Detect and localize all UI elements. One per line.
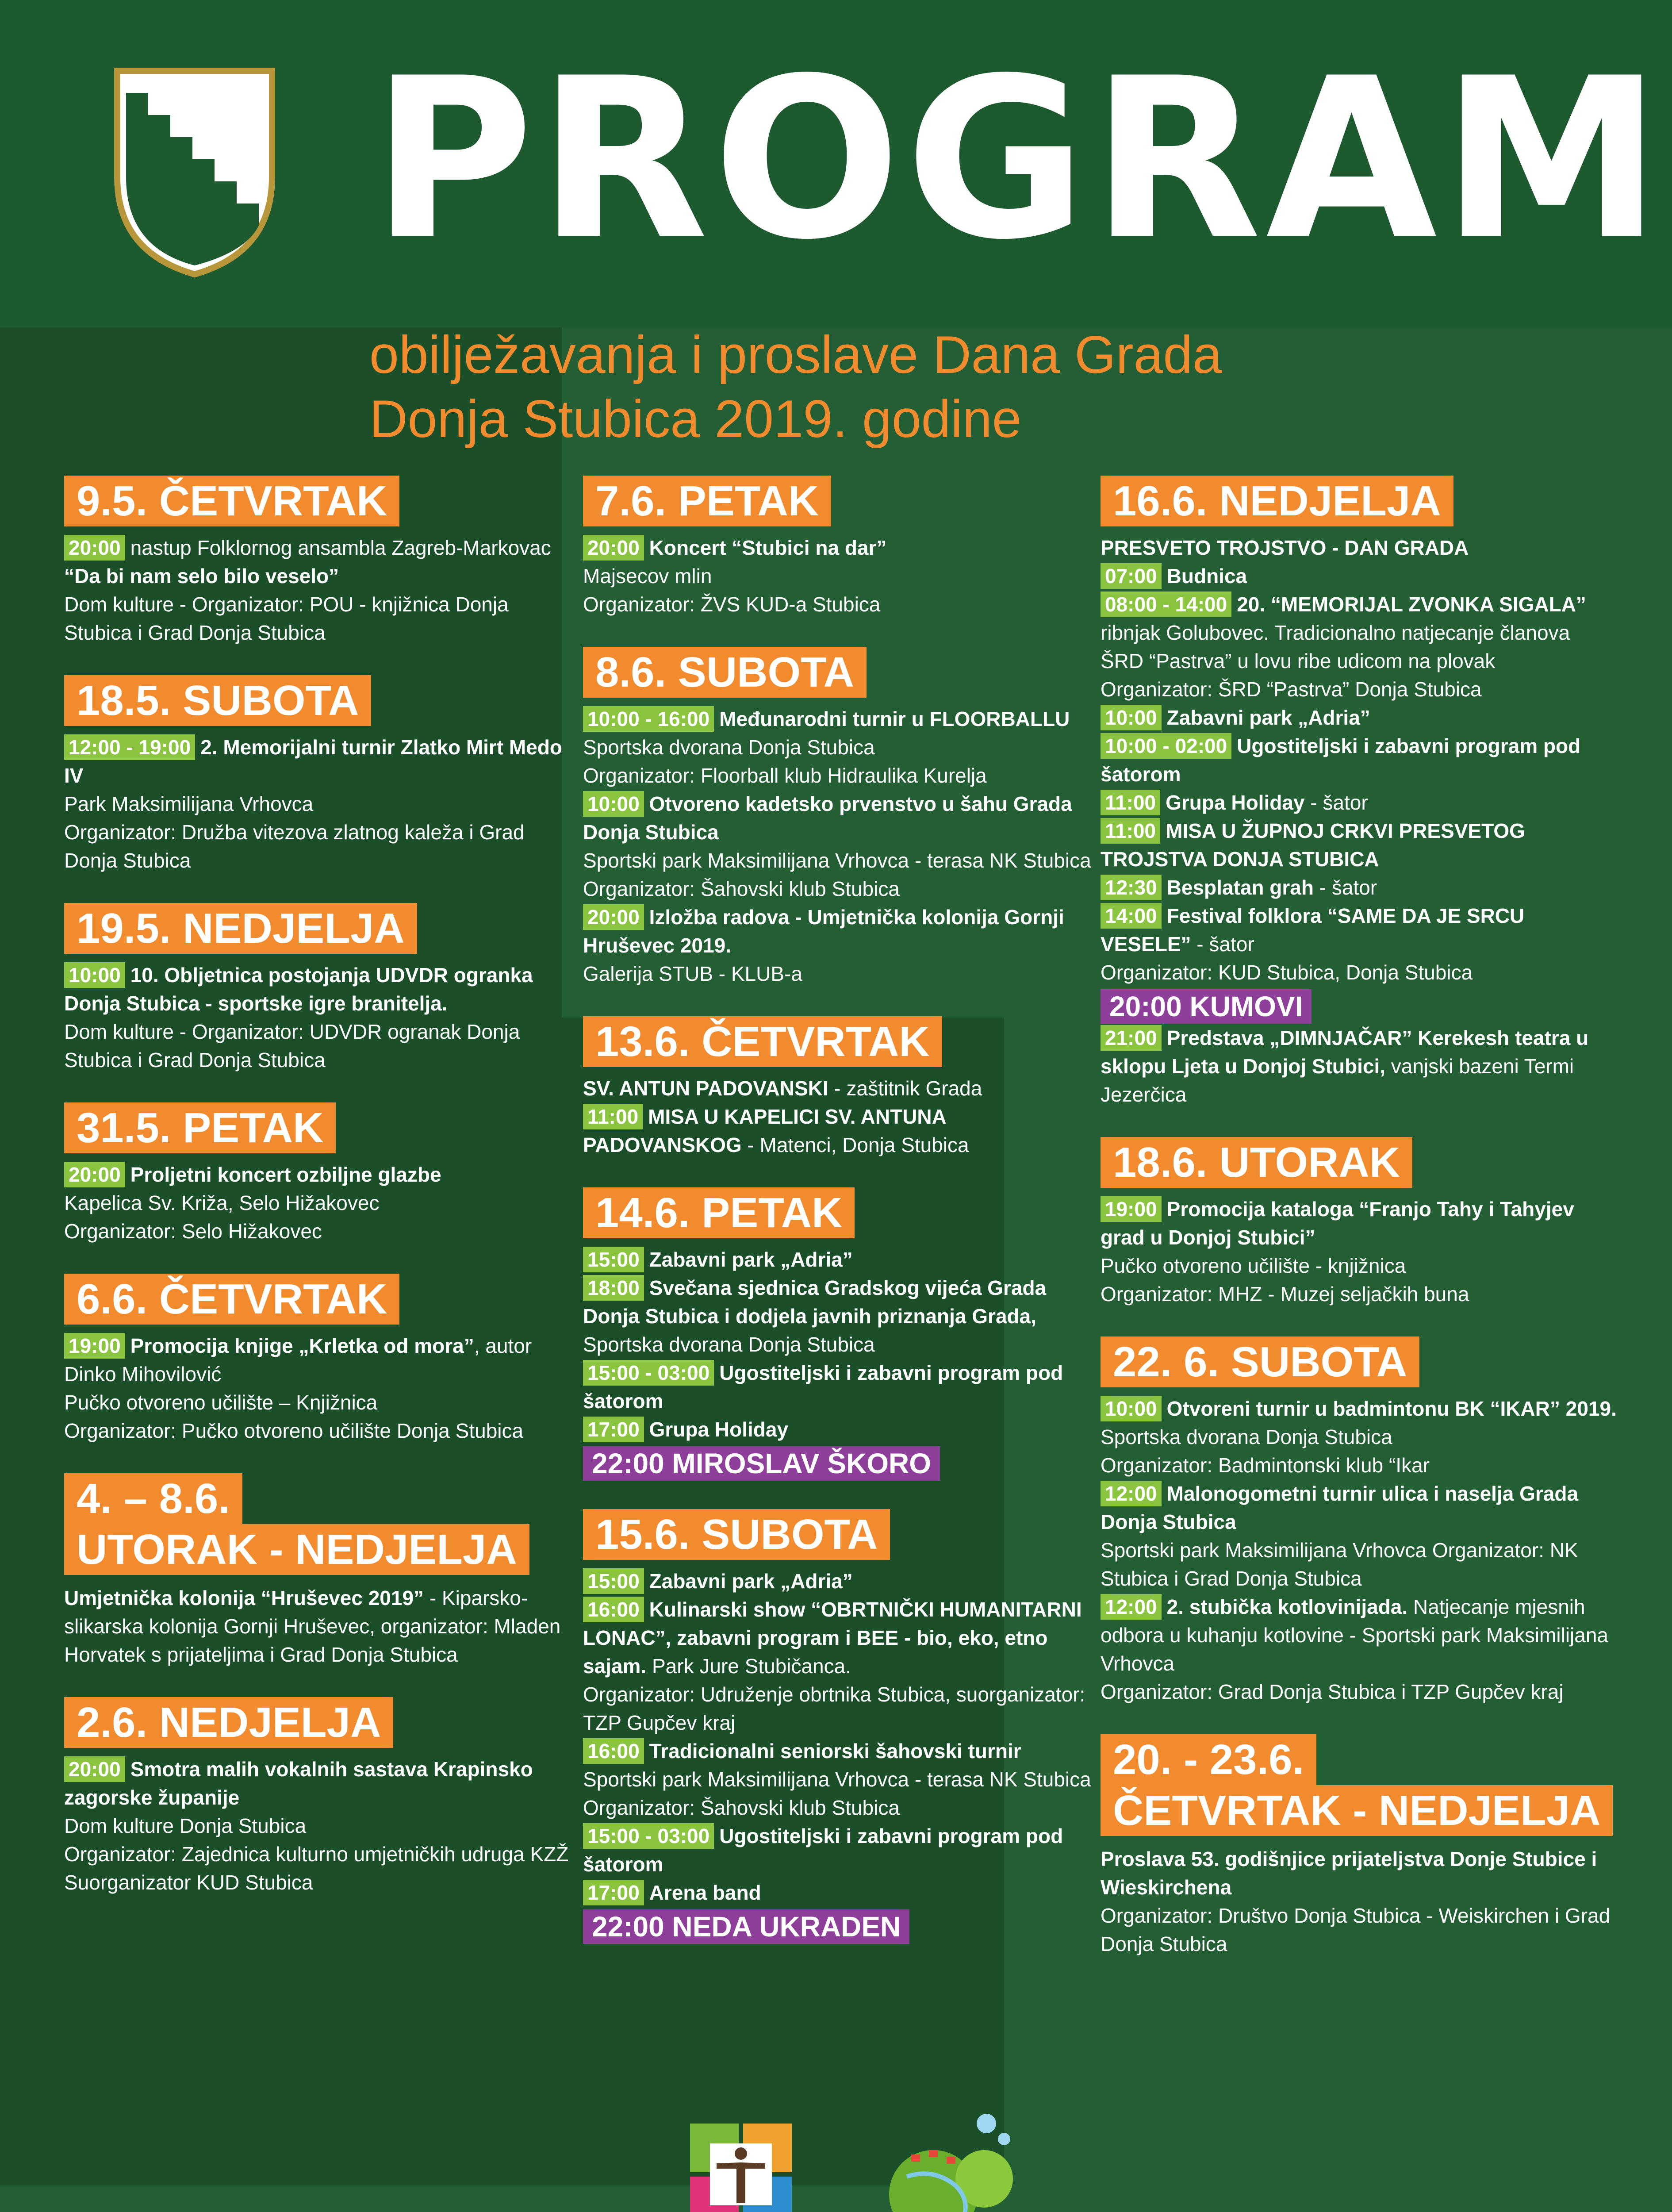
time-badge: 20:00 — [583, 904, 644, 930]
column-1 — [64, 476, 573, 1925]
event-section: 13.6. ČETVRTAK SV. ANTUN PADOVANSKI - zaštitnik Grada 11:00 MISA U KAPELICI SV. ANTUNA PADOVANSKOG - Matenci, Donja Stubica — [583, 1016, 1092, 1159]
headliner-badge: 20:00 KUMOVI — [1101, 989, 1312, 1024]
time-badge: 12:00 — [1101, 1481, 1162, 1506]
time-badge: 08:00 - 14:00 — [1101, 591, 1231, 617]
headliner-badge: 22:00 MIROSLAV ŠKORO — [583, 1446, 940, 1481]
coat-of-arms-icon — [113, 66, 276, 279]
time-badge: 16:00 — [583, 1597, 644, 1622]
date-badge: 2.6. NEDJELJA — [64, 1697, 393, 1748]
column-2 — [583, 476, 1092, 1972]
time-badge: 12:00 — [1101, 1594, 1162, 1620]
time-badge: 15:00 - 03:00 — [583, 1823, 714, 1849]
event-section: 9.5. ČETVRTAK 20:00 nastup Folklornog ansambla Zagreb-Markovac “Da bi nam selo bilo veselo” Dom kulture - Organizator: POU - knjižnica Donja Stubica i Grad Donja Stubica — [64, 476, 573, 647]
date-badge: 18.6. UTORAK — [1101, 1137, 1412, 1188]
date-badge: 8.6. SUBOTA — [583, 647, 867, 698]
date-badge: 7.6. PETAK — [583, 476, 831, 526]
page-subtitle: obilježavanja i proslave Dana Grada Donja Stubica 2019. godine — [369, 325, 1222, 449]
event-section: 18.5. SUBOTA 12:00 - 19:00 2. Memorijalni turnir Zlatko Mirt Medo IV Park Maksimilijana Vrhovca Organizator: Družba vitezova zlatnog kaleža i Grad Donja Stubica — [64, 675, 573, 875]
date-badge: 15.6. SUBOTA — [583, 1509, 890, 1560]
date-badge: 9.5. ČETVRTAK — [64, 476, 399, 526]
time-badge: 16:00 — [583, 1738, 644, 1764]
time-badge: 12:30 — [1101, 875, 1162, 900]
event-section: 15.6. SUBOTA 15:00 Zabavni park „Adria” 16:00 Kulinarski show “OBRTNIČKI HUMANITARNI LONAC”, zabavni program i BEE - bio, eko, etno sajam. Park Jure Stubičanca. Organizator: Udruženje obrtnika Stubica, suorganizator: TZP Gupčev kraj 16:00 Tradicionalni seniorski šahovski turnir Sportski park Maksimilijana Vrhovca - terasa NK Stubica Organizator: Šahovski klub Stubica 15:00 - 03:00 Ugostiteljski i zabavni program pod šatorom 17:00 Arena band 22:00 NEDA UKRADEN — [583, 1509, 1092, 1944]
sponsor-logos — [0, 2119, 1672, 2212]
time-badge: 20:00 — [64, 535, 125, 561]
time-badge: 20:00 — [583, 535, 644, 561]
page-title: PROGRAM — [372, 31, 1666, 288]
event-section: 4. – 8.6. UTORAK - NEDJELJA Umjetnička kolonija “Hruševec 2019” - Kiparsko-slikarska kolonija Gornji Hruševec, organizator: Mladen Horvatek s prijateljima i Grad Donja Stubica — [64, 1473, 573, 1669]
time-badge: 20:00 — [64, 1756, 125, 1782]
date-badge: 13.6. ČETVRTAK — [583, 1016, 942, 1067]
date-badge: 22. 6. SUBOTA — [1101, 1336, 1419, 1387]
date-badge: 20. - 23.6. ČETVRTAK - NEDJELJA — [1101, 1734, 1613, 1836]
time-badge: 11:00 — [1101, 790, 1160, 815]
time-badge: 10:00 — [1101, 1396, 1162, 1421]
time-badge: 14:00 — [1101, 903, 1162, 929]
event-section: 14.6. PETAK 15:00 Zabavni park „Adria” 18:00 Svečana sjednica Gradskog vijeća Grada Donja Stubica i dodjela javnih priznanja Grada, Sportska dvorana Donja Stubica 15:00 - 03:00 Ugostiteljski i zabavni program pod šatorom 17:00 Grupa Holiday 22:00 MIROSLAV ŠKORO — [583, 1187, 1092, 1481]
event-section: 7.6. PETAK 20:00 Koncert “Stubici na dar” Majsecov mlin Organizator: ŽVS KUD-a Stubica — [583, 476, 1092, 618]
event-section: 22. 6. SUBOTA 10:00 Otvoreni turnir u badmintonu BK “IKAR” 2019. Sportska dvorana Donja Stubica Organizator: Badmintonski klub “Ikar 12:00 Malonogometni turnir ulica i naselja Grada Donja Stubica Sportski park Maksimilijana Vrhovca Organizator: NK Stubica i Grad Donja Stubica 12:00 2. stubička kotlovinijada. Natjecanje mjesnih odbora u kuhanju kotlovine - Sportski park Maksimilijana Vrhovca Organizator: Grad Donja Stubica i TZP Gupčev kraj — [1101, 1336, 1618, 1706]
time-badge: 11:00 — [583, 1104, 643, 1129]
time-badge: 10:00 — [64, 962, 125, 988]
time-badge: 19:00 — [64, 1333, 125, 1359]
time-badge: 12:00 - 19:00 — [64, 734, 195, 760]
date-badge: 19.5. NEDJELJA — [64, 903, 417, 954]
time-badge: 10:00 - 02:00 — [1101, 733, 1231, 759]
date-badge: 18.5. SUBOTA — [64, 675, 371, 726]
time-badge: 11:00 — [1101, 818, 1160, 844]
time-badge: 10:00 - 16:00 — [583, 706, 714, 732]
headliner-badge: 22:00 NEDA UKRADEN — [583, 1909, 909, 1944]
date-badge: 14.6. PETAK — [583, 1187, 855, 1238]
time-badge: 17:00 — [583, 1880, 644, 1905]
zagorje-logo-icon — [880, 2106, 1026, 2212]
time-badge: 15:00 — [583, 1247, 644, 1272]
time-badge: 21:00 — [1101, 1025, 1162, 1051]
time-badge: 18:00 — [583, 1275, 644, 1301]
event-section: 18.6. UTORAK 19:00 Promocija kataloga “Franjo Tahy i Tahyjev grad u Donjoj Stubici” Pučko otvoreno učilište - knjižnica Organizator: MHZ - Muzej seljačkih buna — [1101, 1137, 1618, 1308]
time-badge: 17:00 — [583, 1417, 644, 1442]
time-badge: 20:00 — [64, 1162, 125, 1187]
gupcev-kraj-logo-icon — [686, 2119, 796, 2212]
event-section: 20. - 23.6. ČETVRTAK - NEDJELJA Proslava 53. godišnjice prijateljstva Donje Stubice i Wieskirchena Organizator: Društvo Donja Stubica - Weiskirchen i Grad Donja Stubica — [1101, 1734, 1618, 1958]
date-badge: 31.5. PETAK — [64, 1102, 336, 1153]
time-badge: 10:00 — [1101, 705, 1162, 730]
event-section: 31.5. PETAK 20:00 Proljetni koncert ozbiljne glazbe Kapelica Sv. Križa, Selo Hižakovec Organizator: Selo Hižakovec — [64, 1102, 573, 1245]
time-badge: 15:00 — [583, 1568, 644, 1594]
event-section: 8.6. SUBOTA 10:00 - 16:00 Međunarodni turnir u FLOORBALLU Sportska dvorana Donja Stubica Organizator: Floorball klub Hidraulika Kurelja 10:00 Otvoreno kadetsko prvenstvo u šahu Grada Donja Stubica Sportski park Maksimilijana Vrhovca - terasa NK Stubica Organizator: Šahovski klub Stubica 20:00 Izložba radova - Umjetnička kolonija Gornji Hruševec 2019. Galerija STUB - KLUB-a — [583, 647, 1092, 988]
time-badge: 10:00 — [583, 791, 644, 817]
date-badge: 4. – 8.6. UTORAK - NEDJELJA — [64, 1473, 529, 1575]
date-badge: 6.6. ČETVRTAK — [64, 1274, 399, 1325]
event-section: 16.6. NEDJELJA PRESVETO TROJSTVO - DAN GRADA 07:00 Budnica 08:00 - 14:00 20. “MEMORIJAL ZVONKA SIGALA” ribnjak Golubovec. Tradicionalno natjecanje članova ŠRD “Pastrva” u lovu ribe udicom na plovak Organizator: ŠRD “Pastrva” Donja Stubica 10:00 Zabavni park „Adria” 10:00 - 02:00 Ugostiteljski i zabavni program pod šatorom 11:00 Grupa Holiday - šator 11:00 MISA U ŽUPNOJ CRKVI PRESVETOG TROJSTVA DONJA STUBICA 12:30 Besplatan grah - šator 14:00 Festival folklora “SAME DA JE SRCU VESELE” - šator Organizator: KUD Stubica, Donja Stubica 20:00 KUMOVI 21:00 Predstava „DIMNJAČAR” Kerekesh teatra u sklopu Ljeta u Donjoj Stubici, vanjski bazeni Termi Jezerčica — [1101, 476, 1618, 1109]
time-badge: 15:00 - 03:00 — [583, 1360, 714, 1386]
event-section: 6.6. ČETVRTAK 19:00 Promocija knjige „Krletka od mora”, autor Dinko Mihovilović Pučko otvoreno učilište – Knjižnica Organizator: Pučko otvoreno učilište Donja Stubica — [64, 1274, 573, 1445]
time-badge: 07:00 — [1101, 563, 1162, 589]
event-section: 2.6. NEDJELJA 20:00 Smotra malih vokalnih sastava Krapinsko zagorske županije Dom kulture Donja Stubica Organizator: Zajednica kulturno umjetničkih udruga KZŽ Suorganizator KUD Stubica — [64, 1697, 573, 1897]
event-section: 19.5. NEDJELJA 10:00 10. Obljetnica postojanja UDVDR ogranka Donja Stubica - sportske igre branitelja. Dom kulture - Organizator: UDVDR ogranak Donja Stubica i Grad Donja Stubica — [64, 903, 573, 1074]
date-badge: 16.6. NEDJELJA — [1101, 476, 1453, 526]
time-badge: 19:00 — [1101, 1196, 1162, 1222]
column-3 — [1101, 476, 1618, 1986]
